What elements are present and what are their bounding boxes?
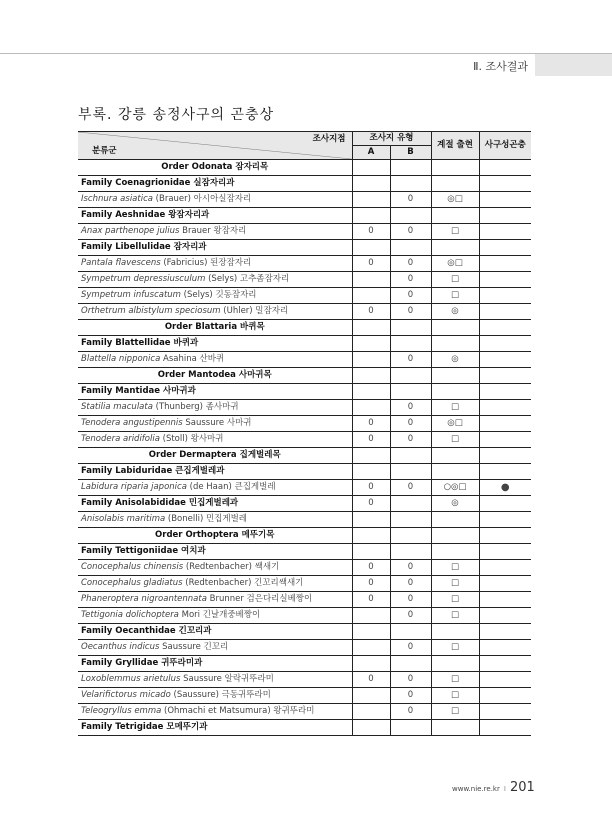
author-common-name: (Redtenbacher) 긴꼬리쌕새기: [182, 578, 304, 588]
author-common-name: (Saussure) 극동귀뚜라미: [170, 690, 271, 700]
season-cell: □: [431, 288, 479, 304]
site-a-cell: [352, 544, 390, 560]
dune-insect-cell: [479, 640, 531, 656]
scientific-name: Oecanthus indicus: [81, 642, 160, 652]
season-cell: [431, 384, 479, 400]
dune-insect-cell: [479, 704, 531, 720]
scientific-name: Phaneroptera nigroantennata: [81, 594, 207, 604]
season-cell: [431, 720, 479, 736]
family-row: [78, 624, 531, 640]
taxon-name: Family Libellulidae 잠자리과: [78, 240, 352, 256]
dune-insect-cell: [479, 336, 531, 352]
family-row: [78, 464, 531, 480]
taxon-name: [78, 640, 352, 656]
author-common-name: Asahina 산바퀴: [160, 354, 225, 364]
family-row: [78, 384, 531, 400]
scientific-name: Conocephalus gladiatus: [81, 578, 183, 588]
site-a-cell: [352, 288, 390, 304]
site-a-cell: [352, 384, 390, 400]
site-a-cell: [352, 368, 390, 384]
species-row: [78, 400, 531, 416]
author-common-name: (Redtenbacher) 쌕새기: [183, 562, 280, 572]
taxon-name: Order Mantodea 사마귀목: [78, 368, 352, 384]
season-cell: □: [431, 432, 479, 448]
season-cell: □: [431, 560, 479, 576]
dune-insect-cell: [479, 352, 531, 368]
site-a-cell: 0: [352, 432, 390, 448]
season-cell: □: [431, 224, 479, 240]
taxon-name: [78, 256, 352, 272]
dune-insect-cell: [479, 496, 531, 512]
taxon-name: [78, 288, 352, 304]
site-a-cell: [352, 336, 390, 352]
taxon-name: Family Mantidae 사마귀과: [78, 384, 352, 400]
season-cell: □: [431, 592, 479, 608]
site-a-cell: [352, 640, 390, 656]
taxon-name: Family Gryllidae 귀뚜라미과: [78, 656, 352, 672]
site-a-cell: [352, 448, 390, 464]
taxon-name: Family Anisolabididae 민집게벌레과: [78, 496, 352, 512]
taxon-name: Order Dermaptera 집게벌레목: [78, 448, 352, 464]
site-a-cell: [352, 176, 390, 192]
header-rule: [0, 53, 612, 54]
site-b-cell: 0: [390, 224, 431, 240]
scientific-name: Ischnura asiatica: [81, 194, 153, 204]
season-cell: [431, 240, 479, 256]
taxon-name: Order Blattaria 바퀴목: [78, 320, 352, 336]
taxon-name: [78, 576, 352, 592]
season-cell: □: [431, 608, 479, 624]
author-common-name: (Selys) 고추좀잠자리: [205, 274, 290, 284]
site-a-cell: 0: [352, 256, 390, 272]
dune-insect-cell: [479, 560, 531, 576]
site-b-cell: [390, 208, 431, 224]
footer-separator: I: [503, 785, 506, 793]
site-b-cell: 0: [390, 640, 431, 656]
author-common-name: (Stoll) 왕사마귀: [159, 434, 224, 444]
taxon-name: [78, 352, 352, 368]
species-row: [78, 560, 531, 576]
species-row: [78, 480, 531, 496]
season-cell: [431, 160, 479, 176]
species-row: [78, 704, 531, 720]
taxon-name: Order Orthoptera 메뚜기목: [78, 528, 352, 544]
site-b-cell: 0: [390, 256, 431, 272]
site-a-cell: 0: [352, 560, 390, 576]
dune-insect-cell: [479, 432, 531, 448]
species-row: [78, 672, 531, 688]
author-common-name: (de Haan) 큰집게벌레: [186, 482, 276, 492]
site-b-cell: 0: [390, 608, 431, 624]
site-a-cell: [352, 464, 390, 480]
season-cell: [431, 656, 479, 672]
taxon-name: Family Labiduridae 큰집게벌레과: [78, 464, 352, 480]
scientific-name: Blattella nipponica: [81, 354, 161, 364]
dune-insect-cell: [479, 656, 531, 672]
insect-table: [78, 131, 531, 736]
species-row: [78, 688, 531, 704]
scientific-name: Anax parthenope julius: [81, 226, 180, 236]
dune-insect-cell: ●: [479, 480, 531, 496]
taxon-name: [78, 432, 352, 448]
season-cell: ◎: [431, 496, 479, 512]
season-cell: □: [431, 688, 479, 704]
site-a-cell: [352, 624, 390, 640]
site-b-cell: [390, 656, 431, 672]
scientific-name: Velarifictorus micado: [81, 690, 171, 700]
scientific-name: Orthetrum albistylum speciosum: [81, 306, 221, 316]
dune-insect-cell: [479, 576, 531, 592]
dune-insect-cell: [479, 224, 531, 240]
order-row: [78, 160, 531, 176]
site-a-cell: [352, 240, 390, 256]
site-a-cell: [352, 400, 390, 416]
author-common-name: (Bonelli) 민집게벌레: [165, 514, 248, 524]
family-row: [78, 544, 531, 560]
season-cell: [431, 320, 479, 336]
site-a-cell: 0: [352, 416, 390, 432]
site-b-cell: 0: [390, 352, 431, 368]
season-cell: [431, 208, 479, 224]
site-b-cell: 0: [390, 416, 431, 432]
family-row: [78, 176, 531, 192]
taxon-name: [78, 192, 352, 208]
taxon-name: Family Coenagrionidae 실잠자리과: [78, 176, 352, 192]
site-b-cell: [390, 528, 431, 544]
site-b-cell: [390, 176, 431, 192]
season-cell: ◎: [431, 304, 479, 320]
site-type-header: 조사지 유형: [352, 132, 431, 146]
season-cell: [431, 544, 479, 560]
taxon-label: 분류군: [92, 146, 117, 156]
author-common-name: Brauer 왕잠자리: [179, 226, 247, 236]
author-common-name: (Ohmachi et Matsumura) 왕귀뚜라미: [161, 706, 315, 716]
author-common-name: Saussure 사마귀: [182, 418, 252, 428]
species-row: [78, 224, 531, 240]
scientific-name: Teleogryllus emma: [81, 706, 162, 716]
site-b-cell: [390, 160, 431, 176]
dune-insect-cell: [479, 192, 531, 208]
site-a-cell: [352, 608, 390, 624]
scientific-name: Loxoblemmus arietulus: [81, 674, 181, 684]
scientific-name: Sympetrum depressiusculum: [81, 274, 206, 284]
site-b-cell: [390, 368, 431, 384]
taxon-name: [78, 272, 352, 288]
site-a-cell: [352, 528, 390, 544]
site-b-cell: 0: [390, 672, 431, 688]
site-b-cell: 0: [390, 592, 431, 608]
col-a-header: A: [352, 146, 390, 160]
season-cell: □: [431, 704, 479, 720]
author-common-name: Saussure 알락귀뚜라미: [180, 674, 274, 684]
order-row: [78, 448, 531, 464]
season-cell: □: [431, 672, 479, 688]
species-row: [78, 592, 531, 608]
scientific-name: Tettigonia dolichoptera: [81, 610, 179, 620]
season-cell: ◎□: [431, 416, 479, 432]
dune-insect-cell: [479, 448, 531, 464]
season-header: 계절 출현: [431, 132, 479, 160]
site-a-cell: [352, 512, 390, 528]
season-cell: ◎□: [431, 256, 479, 272]
order-row: [78, 368, 531, 384]
scientific-name: Pantala flavescens: [81, 258, 161, 268]
dune-insect-cell: [479, 608, 531, 624]
dune-insect-cell: [479, 416, 531, 432]
site-a-cell: 0: [352, 480, 390, 496]
site-b-cell: [390, 544, 431, 560]
family-row: [78, 336, 531, 352]
family-row: [78, 720, 531, 736]
site-a-cell: [352, 704, 390, 720]
footer: [452, 780, 535, 795]
site-a-cell: [352, 656, 390, 672]
taxon-name: Family Oecanthidae 긴꼬리과: [78, 624, 352, 640]
site-a-cell: 0: [352, 304, 390, 320]
scientific-name: Anisolabis maritima: [81, 514, 166, 524]
dune-insect-cell: [479, 272, 531, 288]
dune-insect-cell: [479, 672, 531, 688]
taxon-name: Family Aeshnidae 왕잠자리과: [78, 208, 352, 224]
taxon-name: [78, 672, 352, 688]
site-b-cell: 0: [390, 576, 431, 592]
species-row: [78, 288, 531, 304]
scientific-name: Sympetrum infuscatum: [81, 290, 181, 300]
site-a-cell: [352, 192, 390, 208]
species-row: [78, 576, 531, 592]
dune-insect-cell: [479, 288, 531, 304]
species-row: [78, 192, 531, 208]
dune-insect-cell: [479, 304, 531, 320]
season-cell: □: [431, 400, 479, 416]
season-cell: [431, 464, 479, 480]
taxon-name: [78, 304, 352, 320]
site-a-cell: [352, 208, 390, 224]
site-b-cell: [390, 624, 431, 640]
scientific-name: Labidura riparia japonica: [81, 482, 187, 492]
dune-insect-cell: [479, 624, 531, 640]
site-b-cell: 0: [390, 304, 431, 320]
family-row: [78, 656, 531, 672]
dune-insect-cell: [479, 256, 531, 272]
dune-insect-cell: [479, 160, 531, 176]
dune-insect-cell: [479, 528, 531, 544]
species-row: [78, 304, 531, 320]
col-b-header: B: [390, 146, 431, 160]
site-b-cell: 0: [390, 272, 431, 288]
site-b-cell: 0: [390, 400, 431, 416]
site-a-cell: [352, 720, 390, 736]
site-b-cell: 0: [390, 688, 431, 704]
taxon-name: [78, 608, 352, 624]
page-title: 부록. 강릉 송정사구의 곤충상: [78, 107, 275, 123]
species-row: [78, 416, 531, 432]
family-row: [78, 496, 531, 512]
species-row: [78, 512, 531, 528]
chapter-label: Ⅱ. 조사결과: [473, 60, 528, 73]
survey-site-label: 조사지점: [312, 134, 346, 144]
species-row: [78, 256, 531, 272]
taxon-name: [78, 704, 352, 720]
site-b-cell: 0: [390, 288, 431, 304]
site-a-cell: 0: [352, 576, 390, 592]
site-b-cell: 0: [390, 704, 431, 720]
dune-insect-cell: [479, 208, 531, 224]
scientific-name: Tenodera angustipennis: [81, 418, 183, 428]
scientific-name: Conocephalus chinensis: [81, 562, 184, 572]
author-common-name: Saussure 긴꼬리: [159, 642, 229, 652]
season-cell: ◎□: [431, 192, 479, 208]
taxon-name: Family Tetrigidae 모메뚜기과: [78, 720, 352, 736]
dune-insect-cell: [479, 384, 531, 400]
taxon-name: Family Tettigoniidae 여치과: [78, 544, 352, 560]
dune-insect-cell: [479, 368, 531, 384]
taxon-name: Family Blattellidae 바퀴과: [78, 336, 352, 352]
order-row: [78, 528, 531, 544]
author-common-name: (Uhler) 밀잠자리: [220, 306, 289, 316]
season-cell: [431, 336, 479, 352]
site-a-cell: [352, 688, 390, 704]
season-cell: [431, 528, 479, 544]
site-a-cell: 0: [352, 224, 390, 240]
dune-insect-header: 사구성곤충: [479, 132, 531, 160]
taxon-name: [78, 416, 352, 432]
taxon-name: Order Odonata 잠자리목: [78, 160, 352, 176]
author-common-name: (Thunberg) 좀사마귀: [152, 402, 239, 412]
site-b-cell: 0: [390, 192, 431, 208]
author-common-name: Brunner 검은다리실베짱이: [206, 594, 313, 604]
dune-insect-cell: [479, 320, 531, 336]
page-number: 201: [509, 780, 535, 795]
site-a-cell: [352, 352, 390, 368]
site-b-cell: [390, 512, 431, 528]
season-cell: ◎: [431, 352, 479, 368]
season-cell: □: [431, 272, 479, 288]
season-cell: [431, 368, 479, 384]
author-common-name: (Selys) 깃동잠자리: [180, 290, 257, 300]
season-cell: □: [431, 576, 479, 592]
site-b-cell: [390, 336, 431, 352]
species-row: [78, 352, 531, 368]
site-b-cell: 0: [390, 432, 431, 448]
chapter-tab: [535, 54, 612, 76]
order-row: [78, 320, 531, 336]
taxon-name: [78, 560, 352, 576]
dune-insect-cell: [479, 688, 531, 704]
species-row: [78, 608, 531, 624]
dune-insect-cell: [479, 240, 531, 256]
site-b-cell: 0: [390, 480, 431, 496]
dune-insect-cell: [479, 720, 531, 736]
author-common-name: Mori 긴날개중베짱이: [178, 610, 261, 620]
dune-insect-cell: [479, 592, 531, 608]
species-row: [78, 640, 531, 656]
site-b-cell: 0: [390, 560, 431, 576]
season-cell: □: [431, 640, 479, 656]
taxon-name: [78, 688, 352, 704]
season-cell: [431, 176, 479, 192]
dune-insect-cell: [479, 464, 531, 480]
site-b-cell: [390, 464, 431, 480]
site-a-cell: 0: [352, 496, 390, 512]
dune-insect-cell: [479, 512, 531, 528]
site-a-cell: 0: [352, 672, 390, 688]
site-b-cell: [390, 384, 431, 400]
site-b-cell: [390, 320, 431, 336]
site-a-cell: [352, 160, 390, 176]
scientific-name: Tenodera aridifolia: [81, 434, 160, 444]
dune-insect-cell: [479, 544, 531, 560]
taxon-name: [78, 224, 352, 240]
species-row: [78, 272, 531, 288]
taxon-name: [78, 400, 352, 416]
author-common-name: (Fabricius) 된장잠자리: [160, 258, 252, 268]
family-row: [78, 240, 531, 256]
scientific-name: Statilia maculata: [81, 402, 153, 412]
site-b-cell: [390, 448, 431, 464]
dune-insect-cell: [479, 176, 531, 192]
site-a-cell: [352, 272, 390, 288]
author-common-name: (Brauer) 아시아실잠자리: [152, 194, 252, 204]
season-cell: [431, 448, 479, 464]
season-cell: [431, 512, 479, 528]
dune-insect-cell: [479, 400, 531, 416]
family-row: [78, 208, 531, 224]
season-cell: [431, 624, 479, 640]
species-row: [78, 432, 531, 448]
site-b-cell: [390, 496, 431, 512]
taxon-name: [78, 480, 352, 496]
taxon-name: [78, 592, 352, 608]
site-b-cell: [390, 720, 431, 736]
corner-header: [78, 132, 352, 160]
site-b-cell: [390, 240, 431, 256]
season-cell: ○◎□: [431, 480, 479, 496]
site-a-cell: [352, 320, 390, 336]
site-a-cell: 0: [352, 592, 390, 608]
taxon-name: [78, 512, 352, 528]
footer-url: www.nie.re.kr: [452, 785, 500, 793]
